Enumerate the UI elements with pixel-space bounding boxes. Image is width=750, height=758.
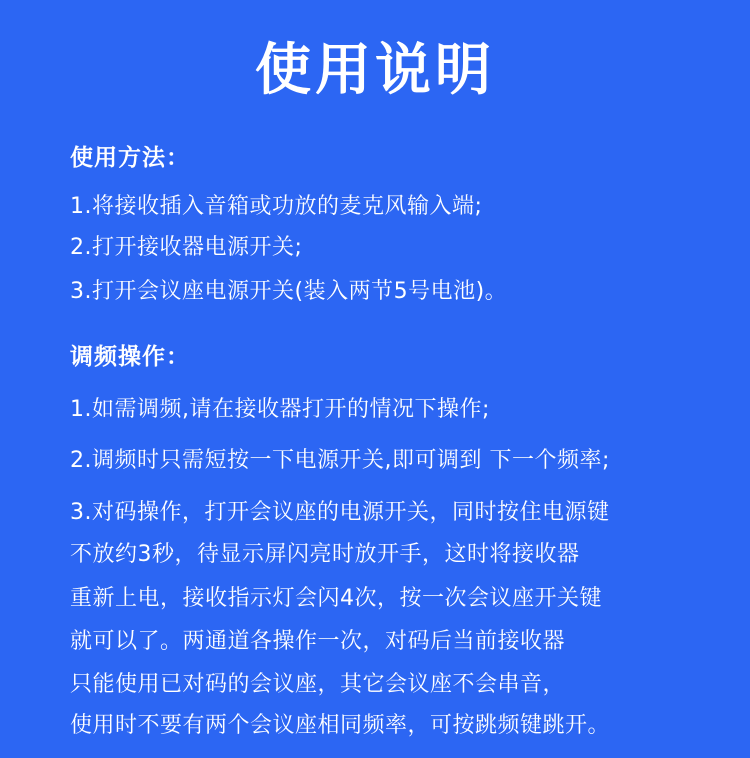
usage-heading: 使用方法：: [70, 145, 190, 171]
tuning-heading: 调频操作：: [70, 344, 190, 370]
tuning-step-3-line-3: 重新上电，接收指示灯会闪4次，按一次会议座开关键: [70, 586, 602, 611]
usage-step-1: 1.将接收插入音箱或功放的麦克风输入端;: [70, 194, 483, 219]
tuning-step-3-line-4: 就可以了。两通道各操作一次，对码后当前接收器: [70, 629, 566, 654]
tuning-step-3-line-6: 使用时不要有两个会议座相同频率，可按跳频键跳开。: [70, 713, 611, 738]
usage-step-2: 2.打开接收器电源开关;: [70, 235, 303, 260]
page-title: 使用说明: [255, 38, 495, 103]
tuning-step-3-line-1: 3.对码操作，打开会议座的电源开关，同时按住电源键: [70, 500, 610, 525]
tuning-step-3-line-5: 只能使用已对码的会议座，其它会议座不会串音，: [70, 672, 566, 697]
tuning-step-2: 2.调频时只需短按一下电源开关,即可调到 下一个频率;: [70, 448, 610, 473]
tuning-step-1: 1.如需调频,请在接收器打开的情况下操作;: [70, 397, 490, 422]
usage-step-3: 3.打开会议座电源开关(装入两节5号电池)。: [70, 279, 508, 304]
tuning-step-3-line-2: 不放约3秒，待显示屏闪亮时放开手，这时将接收器: [70, 542, 580, 567]
